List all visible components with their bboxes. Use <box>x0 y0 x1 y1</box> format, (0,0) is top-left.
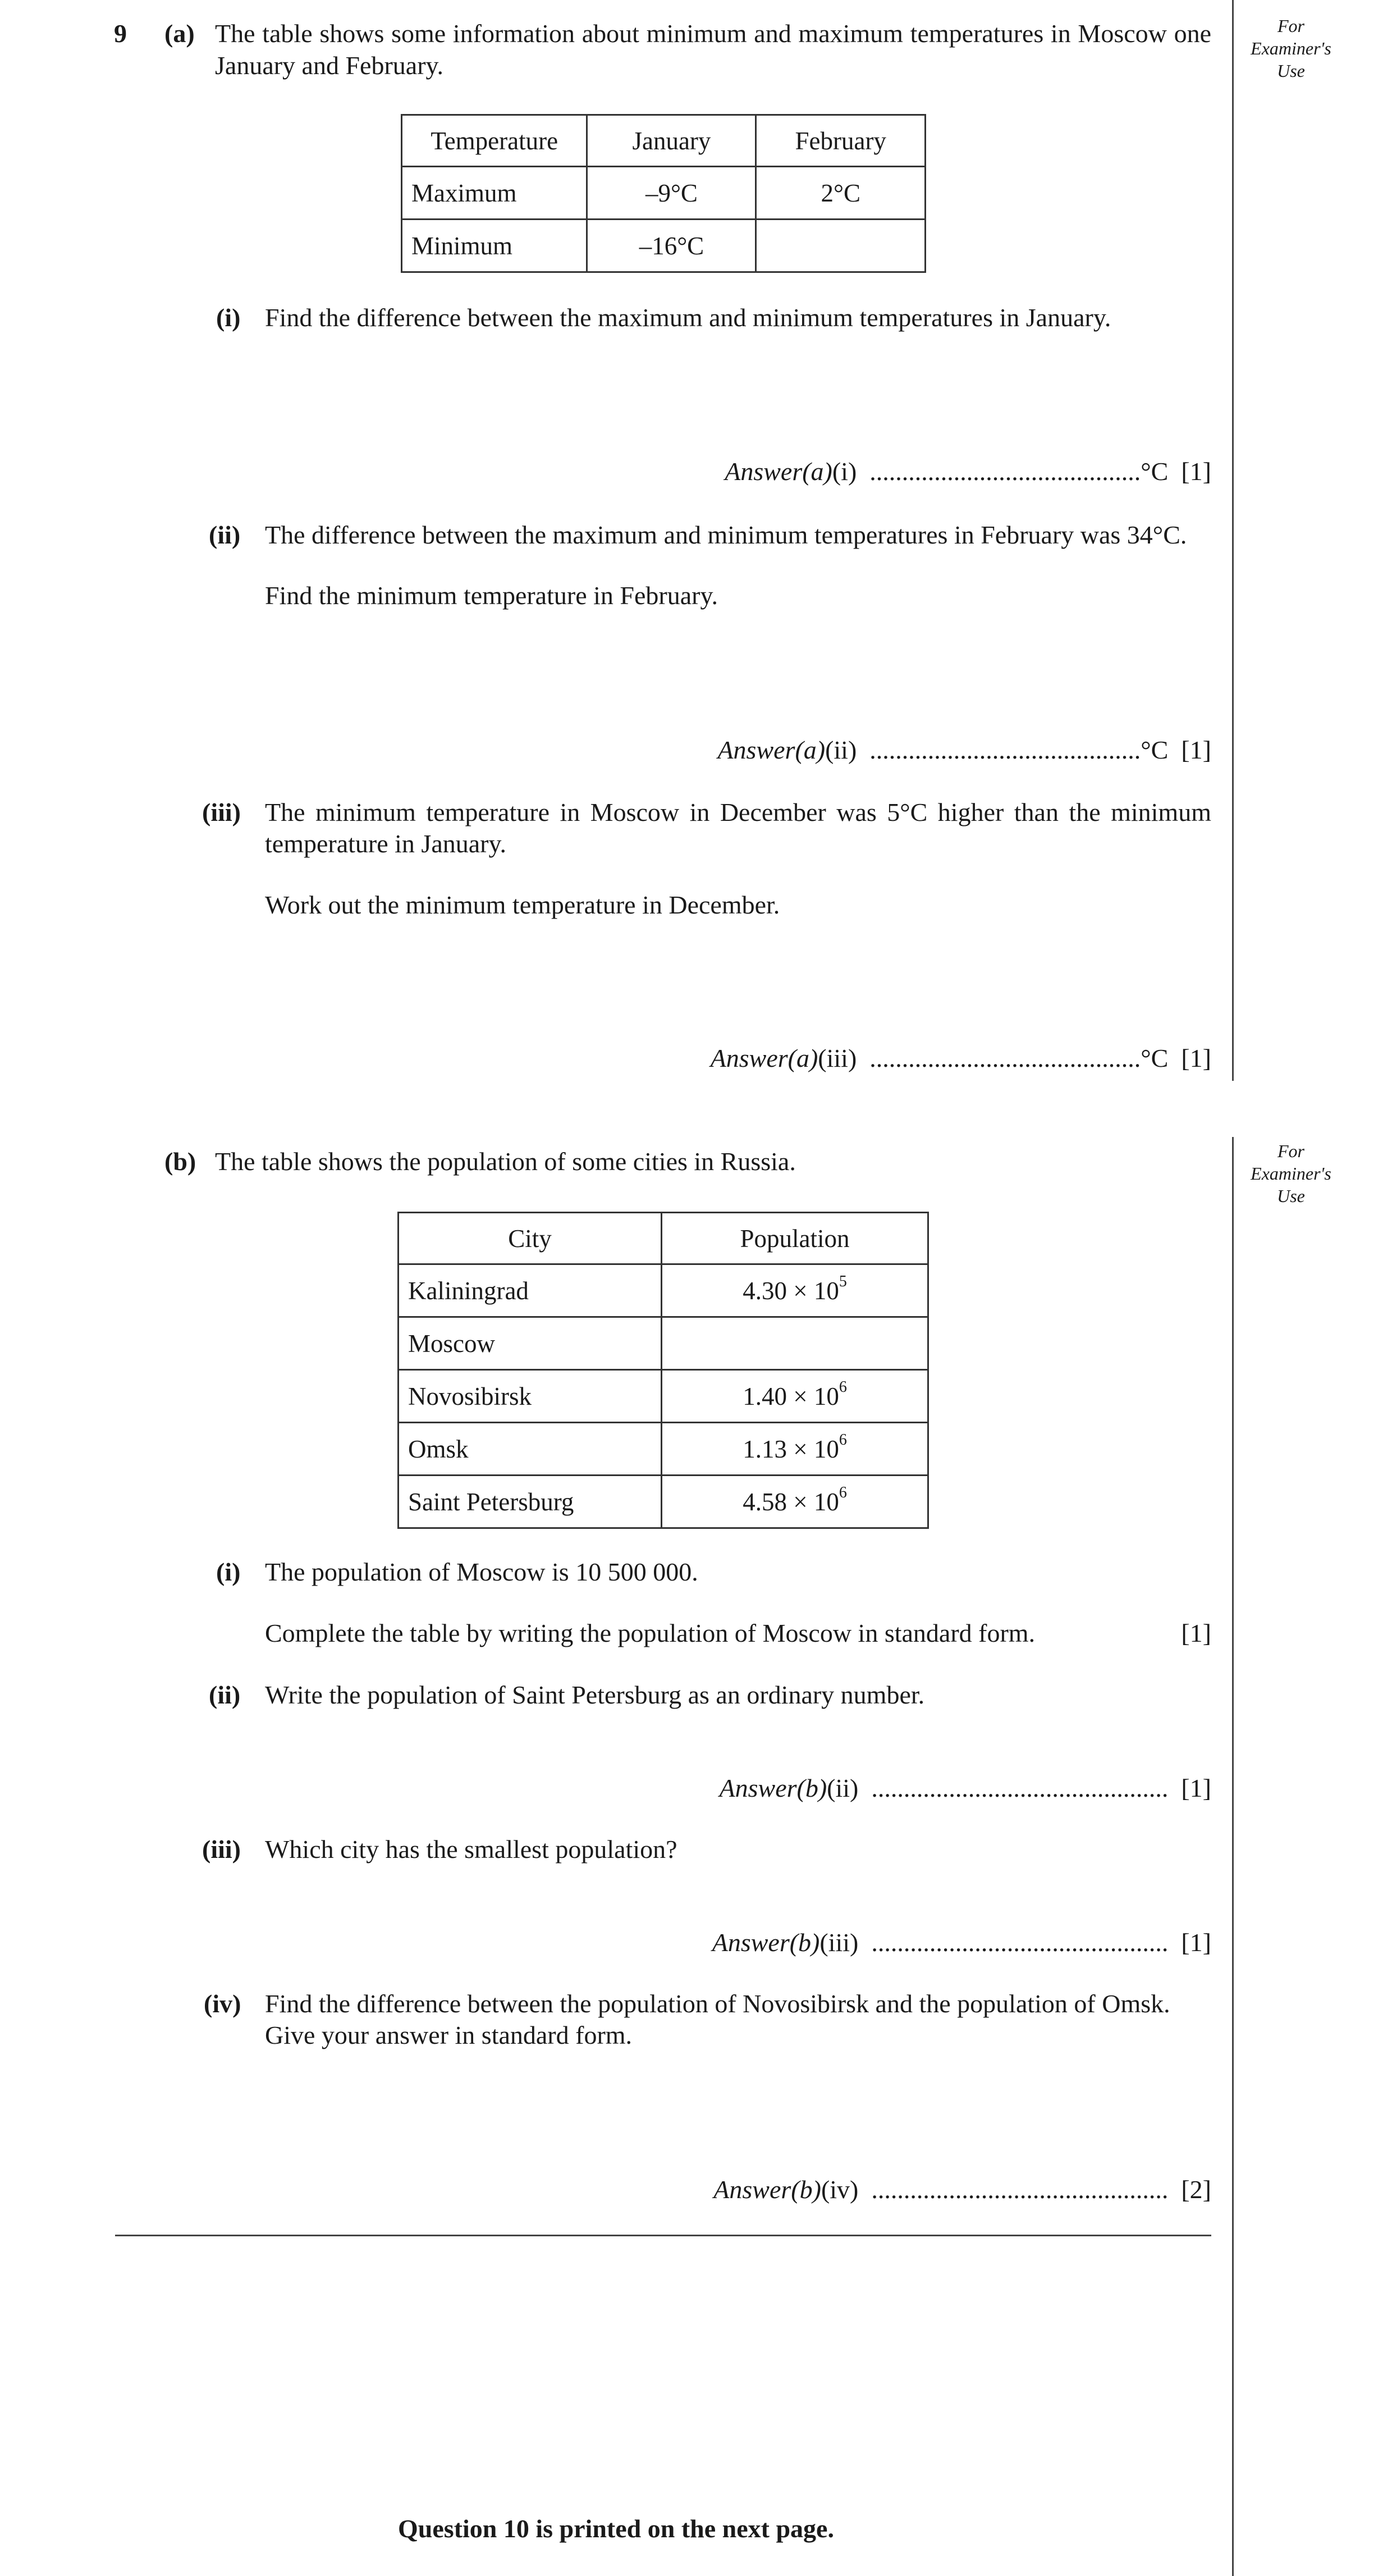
part-a-ii-text2: Find the minimum temperature in February. <box>265 581 718 610</box>
answer-sub: (i) <box>832 457 857 486</box>
answer-prefix: Answer(b) <box>713 2175 821 2204</box>
table-cell: Kaliningrad <box>399 1264 662 1317</box>
table-cell: –16°C <box>587 220 756 272</box>
footer-note: Question 10 is printed on the next page. <box>398 2514 834 2543</box>
table-cell: Moscow <box>399 1317 662 1370</box>
answer-prefix: Answer(a) <box>717 736 826 764</box>
margin-rule-top <box>1232 0 1234 1081</box>
table-cell <box>662 1264 928 1317</box>
part-a-label: (a) <box>164 19 195 48</box>
table-row <box>399 1476 928 1528</box>
examiner-label-line: Use <box>1277 1186 1305 1206</box>
part-b-ii-text: Write the population of Saint Petersburg as an ordinary number. <box>265 1680 925 1709</box>
answer-dots[interactable]: .......................................... <box>869 1044 1141 1072</box>
part-a-ii-text1: The difference between the maximum and minimum temperatures in February was 34°C. <box>265 520 1187 549</box>
answer-dots[interactable]: .............................................. <box>871 2175 1169 2204</box>
question-number: 9 <box>114 19 127 48</box>
table-cell: –9°C <box>587 167 756 220</box>
answer-dots[interactable]: .......................................... <box>869 457 1141 486</box>
part-b-label: (b) <box>164 1147 196 1176</box>
question-end-rule <box>115 2235 1211 2236</box>
table-cell: Maximum <box>402 167 587 220</box>
population-exponent: 6 <box>839 1483 847 1501</box>
table-header: Temperature <box>402 115 587 167</box>
answer-sub: (iii) <box>819 1928 859 1957</box>
part-b-i-marks: [1] <box>1181 1619 1211 1647</box>
part-b-intro: The table shows the population of some cities in Russia. <box>215 1147 796 1176</box>
population-mantissa: 1.13 × 10 <box>743 1435 839 1463</box>
part-a-intro-line2: January and February. <box>215 51 444 80</box>
part-a-intro-line1: The table shows some information about minimum and maximum temperatures in Moscow one <box>215 19 1211 48</box>
part-b-i-text1: The population of Moscow is 10 500 000. <box>265 1558 698 1586</box>
marks: [1] <box>1181 1044 1211 1072</box>
answer-sub: (iv) <box>821 2175 859 2204</box>
examiner-label-line: For <box>1277 1141 1304 1161</box>
population-mantissa: 1.40 × 10 <box>743 1382 839 1410</box>
answer-line-b-ii[interactable] <box>720 1773 1211 1804</box>
part-b-iii-text: Which city has the smallest population? <box>265 1835 677 1864</box>
answer-sub: (iii) <box>818 1044 857 1072</box>
table-cell <box>662 1476 928 1528</box>
part-b-iv-text2: Give your answer in standard form. <box>265 2021 633 2049</box>
part-a-iii-text1-line1: The minimum temperature in Moscow in December was 5°C higher than the minimum <box>265 798 1211 826</box>
answer-prefix: Answer(b) <box>719 1774 827 1802</box>
part-a-i-label: (i) <box>216 303 241 332</box>
part-a-i-text: Find the difference between the maximum and minimum temperatures in January. <box>265 303 1111 332</box>
marks: [1] <box>1181 1774 1211 1802</box>
answer-prefix: Answer(b) <box>712 1928 820 1957</box>
table-row <box>399 1423 928 1476</box>
part-b-iv-text1: Find the difference between the population of Novosibirsk and the population of Omsk. <box>265 1989 1170 2018</box>
table-row <box>402 167 926 220</box>
part-b-i-label: (i) <box>216 1558 241 1586</box>
table-header: City <box>399 1213 662 1264</box>
answer-prefix: Answer(a) <box>725 457 832 486</box>
table-header: February <box>756 115 926 167</box>
part-a-iii-text1-line2: temperature in January. <box>265 829 506 858</box>
table-cell <box>662 1370 928 1423</box>
population-table <box>397 1212 929 1529</box>
examiner-label-line: For <box>1277 16 1304 36</box>
answer-dots[interactable]: .......................................... <box>869 736 1141 764</box>
table-row <box>399 1264 928 1317</box>
answer-line-a-ii[interactable] <box>717 734 1211 766</box>
part-b-iii-label: (iii) <box>202 1835 241 1864</box>
population-exponent: 6 <box>839 1378 847 1396</box>
moscow-population-answer-cell[interactable] <box>662 1317 928 1370</box>
table-row <box>402 220 926 272</box>
marks: [2] <box>1181 2175 1211 2204</box>
answer-line-a-iii[interactable] <box>711 1043 1211 1074</box>
answer-line-a-i[interactable] <box>725 456 1211 487</box>
answer-sub: (ii) <box>825 736 857 764</box>
table-cell: Novosibirsk <box>399 1370 662 1423</box>
table-cell: Saint Petersburg <box>399 1476 662 1528</box>
examiner-use-label-bottom <box>1246 1140 1336 1207</box>
answer-line-b-iv[interactable] <box>713 2174 1211 2205</box>
part-a-iii-label: (iii) <box>202 798 241 826</box>
marks: [1] <box>1181 457 1211 486</box>
table-cell: 2°C <box>756 167 926 220</box>
population-exponent: 5 <box>839 1272 847 1290</box>
marks: [1] <box>1181 736 1211 764</box>
table-cell <box>662 1423 928 1476</box>
answer-unit: °C <box>1141 457 1169 486</box>
answer-prefix: Answer(a) <box>710 1044 818 1072</box>
february-minimum-answer-cell[interactable] <box>756 220 926 272</box>
table-cell: Omsk <box>399 1423 662 1476</box>
examiner-use-label-top <box>1246 15 1336 82</box>
answer-line-b-iii[interactable] <box>712 1927 1211 1958</box>
answer-unit: °C <box>1141 1044 1169 1072</box>
table-cell: Minimum <box>402 220 587 272</box>
part-b-i-text2: Complete the table by writing the population of Moscow in standard form. <box>265 1619 1036 1647</box>
examiner-label-line: Use <box>1277 61 1305 81</box>
part-a-iii-text2: Work out the minimum temperature in December. <box>265 890 780 919</box>
table-header: Population <box>662 1213 928 1264</box>
margin-rule-bottom <box>1232 1137 1234 2576</box>
marks: [1] <box>1181 1928 1211 1957</box>
table-row <box>399 1317 928 1370</box>
temperature-table <box>401 114 926 273</box>
table-header: January <box>587 115 756 167</box>
population-exponent: 6 <box>839 1431 847 1449</box>
part-b-ii-label: (ii) <box>209 1680 241 1709</box>
examiner-label-line: Examiner's <box>1251 38 1331 58</box>
answer-unit: °C <box>1141 736 1169 764</box>
part-a-ii-label: (ii) <box>209 520 241 549</box>
answer-sub: (ii) <box>827 1774 859 1802</box>
population-mantissa: 4.30 × 10 <box>743 1276 839 1305</box>
answer-dots[interactable]: .............................................. <box>871 1774 1169 1802</box>
part-b-iv-label: (iv) <box>204 1989 241 2018</box>
population-mantissa: 4.58 × 10 <box>743 1487 839 1516</box>
examiner-label-line: Examiner's <box>1251 1163 1331 1184</box>
answer-dots[interactable]: .............................................. <box>871 1928 1169 1957</box>
table-row <box>399 1370 928 1423</box>
